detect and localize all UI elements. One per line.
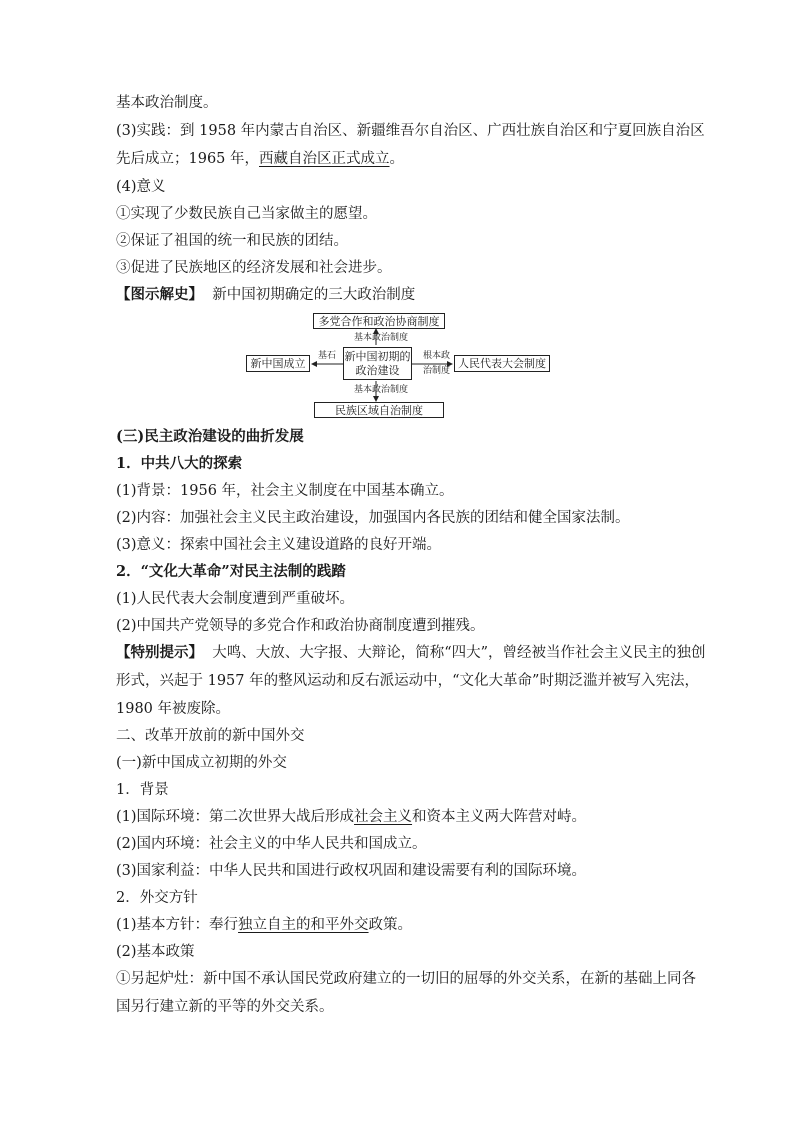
tip-tag: 【特别提示】 bbox=[116, 644, 203, 661]
tip-tag: 【图示解史】 bbox=[116, 286, 203, 303]
label-basic-system-top: 基本政治制度 bbox=[354, 333, 409, 343]
text-segment: 。 bbox=[389, 151, 405, 167]
text-line: (3)国家利益：中华人民共和国进行政权巩固和建设需要有利的国际环境。 bbox=[116, 863, 587, 879]
text-line: ①实现了少数民族自己当家做主的愿望。 bbox=[116, 206, 377, 222]
text-line bbox=[116, 807, 686, 827]
section-heading: 二、改革开放前的新中国外交 bbox=[116, 728, 305, 744]
center-label-line: 政治建设 bbox=[355, 364, 400, 377]
subsection-heading: 1．背景 bbox=[116, 782, 169, 798]
label-fundamental-system-2: 治制度 bbox=[423, 366, 451, 376]
text-segment: 和资本主义两大阵营对峙。 bbox=[412, 809, 587, 825]
political-system-diagram bbox=[240, 309, 560, 421]
center-label-line: 新中国初期的 bbox=[344, 350, 411, 363]
subsection-heading: 2．外交方针 bbox=[116, 890, 198, 906]
text-line: ②保证了祖国的统一和民族的团结。 bbox=[116, 233, 348, 249]
label-basic-system-bottom: 基本政治制度 bbox=[354, 385, 409, 395]
text-line: (3)意义：探索中国社会主义建设道路的良好开端。 bbox=[116, 537, 442, 553]
text-segment: 大鸣、大放、大字报、大辩论，简称“四大”，曾经被当作社会主义民主的独创 bbox=[212, 645, 706, 661]
subsection-heading: (一)新中国成立初期的外交 bbox=[116, 755, 287, 771]
text-line: (1)背景：1956 年，社会主义制度在中国基本确立。 bbox=[116, 483, 454, 499]
text-segment: 政策。 bbox=[368, 917, 413, 933]
label-fundamental-system-1: 根本政 bbox=[423, 351, 451, 361]
text-line: 国另行建立新的平等的外交关系。 bbox=[116, 999, 334, 1015]
box-peoples-congress: 人民代表大会制度 bbox=[454, 355, 550, 372]
subsection-heading: 2．“文化大革命”对民主法制的践踏 bbox=[116, 563, 346, 580]
text-segment: 新中国初期确定的三大政治制度 bbox=[212, 287, 416, 303]
box-regional-autonomy: 民族区域自治制度 bbox=[314, 402, 444, 418]
text-segment: 先后成立；1965 年， bbox=[116, 151, 260, 167]
box-early-political-construction bbox=[343, 347, 412, 380]
text-line bbox=[116, 149, 686, 169]
text-line bbox=[116, 285, 686, 305]
text-line: 1980 年被废除。 bbox=[116, 701, 231, 717]
underlined-text: 西藏自治区正式成立 bbox=[259, 151, 390, 167]
section-heading: (三)民主政治建设的曲折发展 bbox=[116, 428, 304, 445]
text-segment: (1)基本方针：奉行 bbox=[116, 917, 239, 933]
subsection-heading: 1．中共八大的探索 bbox=[116, 455, 243, 472]
text-line: 形式，兴起于 1957 年的整风运动和反右派运动中，“文化大革命”时期泛滥并被写入宪法， bbox=[116, 673, 699, 689]
text-line: (3)实践：到 1958 年内蒙古自治区、新疆维吾尔自治区、广西壮族自治区和宁夏回族自治区 bbox=[116, 123, 705, 139]
underlined-text: 独立自主的和平外交 bbox=[238, 917, 369, 933]
text-line bbox=[116, 915, 686, 935]
text-line: (4)意义 bbox=[116, 179, 166, 195]
text-line: ③促进了民族地区的经济发展和社会进步。 bbox=[116, 260, 392, 276]
text-segment: (1)国际环境：第二次世界大战后形成 bbox=[116, 809, 355, 825]
box-prc-founding: 新中国成立 bbox=[246, 355, 310, 372]
box-multiparty-cooperation: 多党合作和政治协商制度 bbox=[313, 313, 445, 329]
text-line bbox=[116, 643, 706, 663]
label-cornerstone: 基石 bbox=[318, 351, 337, 361]
text-line: (2)内容：加强社会主义民主政治建设，加强国内各民族的团结和健全国家法制。 bbox=[116, 510, 630, 526]
text-line: ①另起炉灶：新中国不承认国民党政府建立的一切旧的屈辱的外交关系，在新的基础上同各 bbox=[116, 971, 696, 987]
text-line: (2)中国共产党领导的多党合作和政治协商制度遭到摧残。 bbox=[116, 618, 485, 634]
underlined-text: 社会主义 bbox=[354, 809, 413, 825]
text-line: 基本政治制度。 bbox=[116, 95, 218, 111]
text-line: (1)人民代表大会制度遭到严重破坏。 bbox=[116, 591, 355, 607]
text-line: (2)基本政策 bbox=[116, 944, 195, 960]
text-line: (2)国内环境：社会主义的中华人民共和国成立。 bbox=[116, 836, 427, 852]
